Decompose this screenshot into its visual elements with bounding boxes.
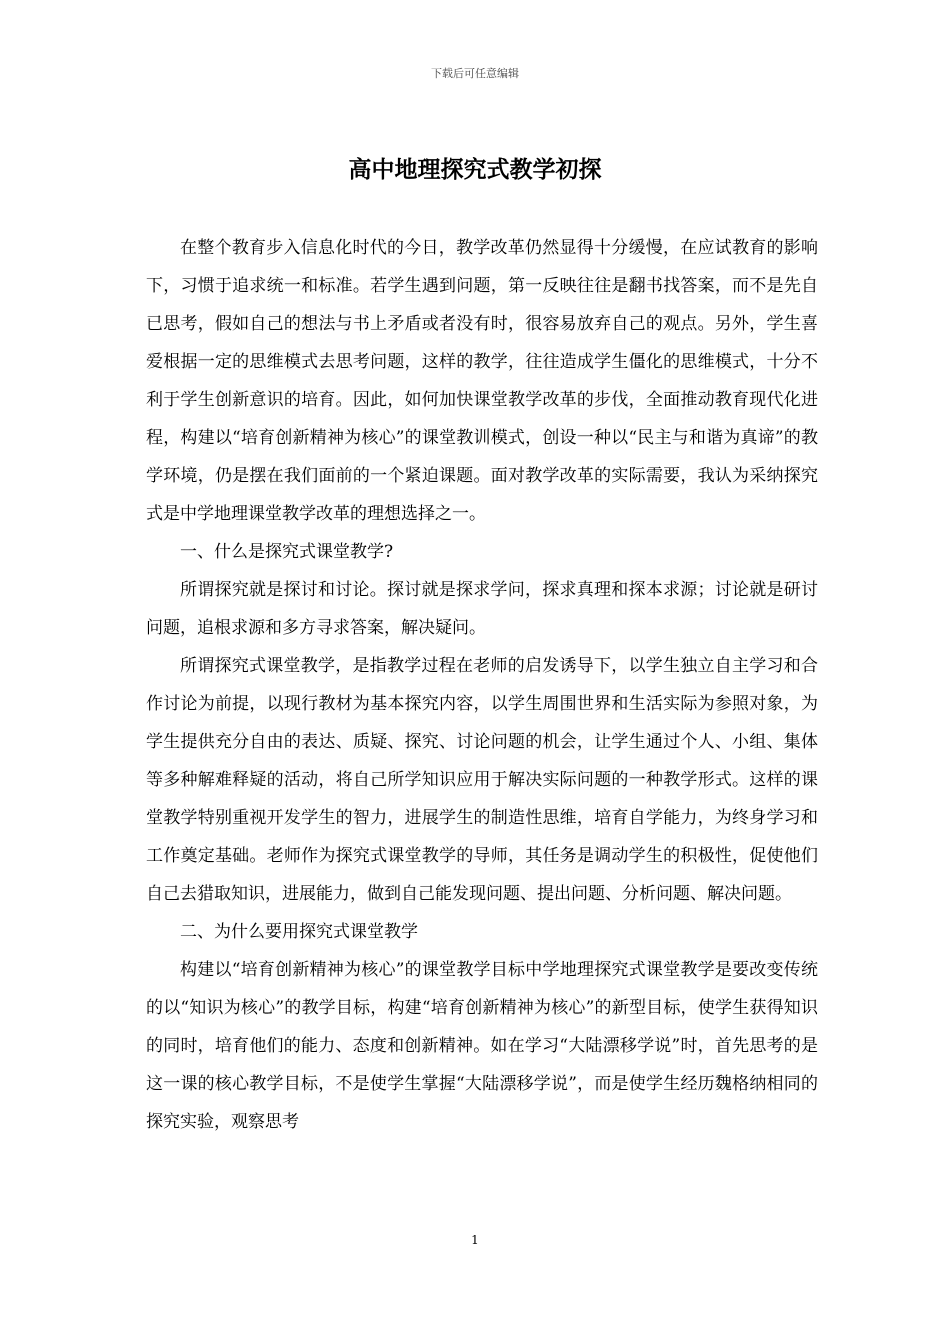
paragraph-goal: 构建以“培育创新精神为核心”的课堂教学目标中学地理探究式课堂教学是要改变传统的以“知识为核心”的教学目标，构建“培育创新精神为核心”的新型目标，使学生获得知识的同时，培育他们的能力、态度和创新精神。如在学习“大陆漂移学说”时，首先思考的是这一课的核心教学目标，不是使学生掌握“大陆漂移学说”，而是使学生经历魏格纳相同的探究实验，观察思考 <box>146 960 818 1132</box>
paragraph-intro: 在整个教育步入信息化时代的今日，教学改革仍然显得十分缓慢，在应试教育的影响下，习惯于追求统一和标准。若学生遇到问题，第一反映往往是翻书找答案，而不是先自已思考，假如自己的想法与书上矛盾或者没有时，很容易放弃自己的观点。另外，学生喜爱根据一定的思维模式去思考问题，这样的教学，往往造成学生僵化的思维模式，十分不利于学生创新意识的培育。因此，如何加快课堂教学改革的步伐，全面推动教育现代化进程，构建以“培育创新精神为核心”的课堂教训模式，创设一种以“民主与和谐为真谛”的教学环境，仍是摆在我们面前的一个紧迫课题。面对教学改革的实际需要，我认为采纳探究式是中学地理课堂教学改革的理想选择之一。 <box>146 238 818 524</box>
paragraph-definition-teaching: 所谓探究式课堂教学，是指教学过程在老师的启发诱导下，以学生独立自主学习和合作讨论为前提，以现行教材为基本探究内容，以学生周围世界和生活实际为参照对象，为学生提供充分自由的表达、质疑、探究、讨论问题的机会，让学生通过个人、小组、集体等多种解难释疑的活动，将自己所学知识应用于解决实际问题的一种教学形式。这样的课堂教学特别重视开发学生的智力，进展学生的制造性思维，培育自学能力，为终身学习和工作奠定基础。老师作为探究式课堂教学的导师，其任务是调动学生的积极性，促使他们自己去猎取知识，进展能力，做到自己能发现问题、提出问题、分析问题、解决问题。 <box>146 656 818 904</box>
document-title: 高中地理探究式教学初探 <box>348 156 602 183</box>
page-number: 1 <box>471 1233 479 1247</box>
document-body <box>146 229 818 1141</box>
paragraph-definition-inquiry: 所谓探究就是探讨和讨论。探讨就是探求学问，探求真理和探本求源；讨论就是研讨问题，追根求源和多方寻求答案，解决疑问。 <box>146 580 818 638</box>
section-heading-why: 二、为什么要用探究式课堂教学 <box>180 922 418 942</box>
page-header-note: 下载后可任意编辑 <box>431 67 519 80</box>
section-heading-what: 一、什么是探究式课堂教学? <box>180 542 394 562</box>
